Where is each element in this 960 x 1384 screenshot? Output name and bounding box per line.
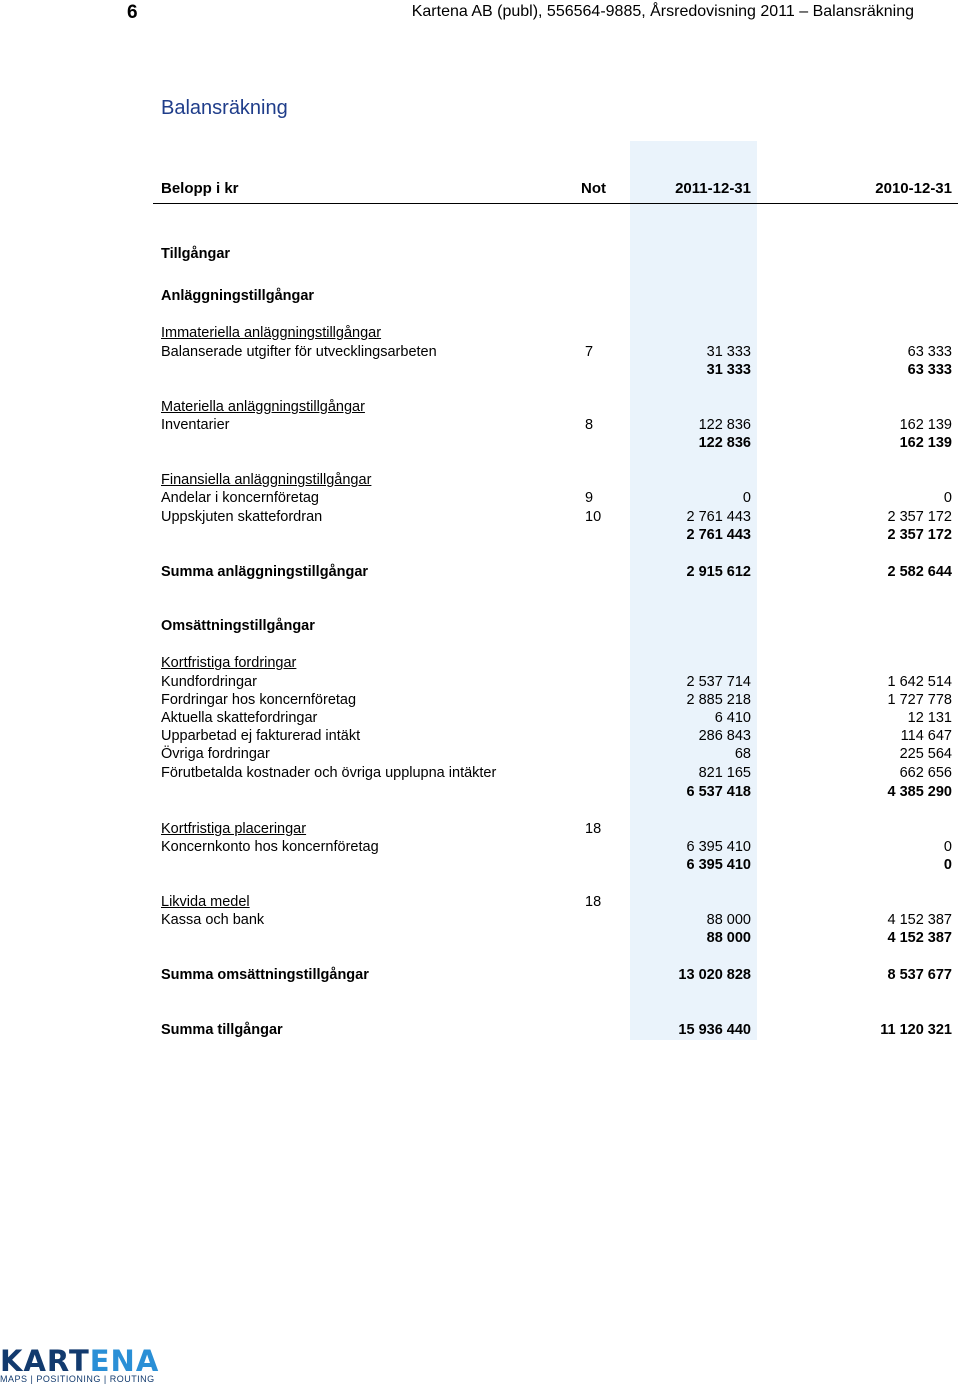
row-value-2010: 8 537 677	[887, 967, 952, 983]
table-row	[0, 966, 960, 984]
page-number: 6	[127, 2, 138, 23]
row-value-2011: 31 333	[706, 344, 751, 360]
row-value-2010: 114 647	[900, 728, 952, 744]
row-label: Fordringar hos koncernföretag	[161, 692, 357, 708]
row-value-2010: 4 152 387	[887, 930, 952, 946]
table-row	[0, 287, 960, 305]
row-value-2011: 2 915 612	[686, 564, 751, 580]
running-header: Kartena AB (publ), 556564-9885, Årsredovisning 2011 – Balansräkning	[411, 3, 914, 20]
row-value-2011: 68	[734, 746, 751, 762]
table-row	[0, 489, 960, 507]
row-label: Aktuella skattefordringar	[161, 710, 318, 726]
row-value-2010: 662 656	[899, 765, 952, 781]
row-value-2011: 0	[742, 490, 751, 506]
table-row	[0, 617, 960, 635]
row-value-2010: 4 152 387	[887, 912, 952, 928]
row-label: Förutbetalda kostnader och övriga upplupna intäkter	[161, 765, 497, 781]
row-value-2010: 162 139	[899, 417, 952, 433]
table-row	[0, 691, 960, 709]
row-note: 8	[585, 417, 594, 433]
row-value-2010: 0	[943, 857, 952, 873]
row-value-2011: 2 761 443	[686, 509, 751, 525]
table-row	[0, 783, 960, 801]
row-value-2010: 11 120 321	[880, 1022, 952, 1038]
table-row	[0, 893, 960, 911]
table-row	[0, 820, 960, 838]
row-label: Kundfordringar	[161, 674, 257, 690]
row-value-2011: 2 537 714	[686, 674, 751, 690]
table-row	[0, 526, 960, 544]
row-value-2011: 122 836	[698, 417, 751, 433]
column-header-2010: 2010-12-31	[875, 180, 952, 197]
row-label: Finansiella anläggningstillgångar	[161, 472, 372, 488]
table-row	[0, 727, 960, 745]
table-row	[0, 856, 960, 874]
header-rule	[153, 203, 958, 204]
row-value-2010: 12 131	[907, 710, 952, 726]
row-value-2011: 2 885 218	[686, 692, 751, 708]
row-label: Koncernkonto hos koncernföretag	[161, 839, 379, 855]
table-row	[0, 343, 960, 361]
row-value-2010: 0	[943, 490, 952, 506]
table-row	[0, 434, 960, 452]
logo-word-dark: KART	[0, 1344, 90, 1378]
logo-tagline: MAPS | POSITIONING | ROUTING	[0, 1374, 155, 1384]
row-note: 18	[585, 894, 602, 910]
table-row	[0, 911, 960, 929]
row-value-2010: 225 564	[899, 746, 952, 762]
row-value-2011: 6 537 418	[686, 784, 751, 800]
row-label: Balanserade utgifter för utvecklingsarbeten	[161, 344, 437, 360]
row-value-2011: 122 836	[698, 435, 751, 451]
row-label: Omsättningstillgångar	[161, 618, 315, 634]
row-note: 7	[585, 344, 594, 360]
table-row	[0, 929, 960, 947]
row-value-2010: 2 357 172	[887, 509, 952, 525]
row-value-2011: 2 761 443	[686, 527, 751, 543]
row-value-2011: 6 395 410	[686, 839, 751, 855]
row-label: Upparbetad ej fakturerad intäkt	[161, 728, 361, 744]
row-value-2011: 6 395 410	[686, 857, 751, 873]
table-row	[0, 508, 960, 526]
table-row	[0, 745, 960, 763]
row-label: Likvida medel	[161, 894, 250, 910]
row-value-2010: 2 357 172	[887, 527, 952, 543]
row-value-2010: 162 139	[899, 435, 952, 451]
table-row	[0, 471, 960, 489]
row-label: Summa tillgångar	[161, 1022, 283, 1038]
column-header-2011: 2011-12-31	[675, 180, 751, 197]
table-row	[0, 361, 960, 379]
logo-word-light: ENA	[89, 1344, 160, 1378]
row-label: Summa omsättningstillgångar	[161, 967, 369, 983]
row-value-2011: 13 020 828	[678, 967, 751, 983]
row-value-2011: 286 843	[698, 728, 751, 744]
table-row	[0, 398, 960, 416]
row-label: Andelar i koncernföretag	[161, 490, 319, 506]
row-label: Materiella anläggningstillgångar	[161, 399, 365, 415]
row-value-2010: 4 385 290	[887, 784, 952, 800]
row-label: Immateriella anläggningstillgångar	[161, 325, 382, 341]
row-value-2010: 0	[943, 839, 952, 855]
table-row	[0, 838, 960, 856]
row-label: Tillgångar	[161, 246, 231, 262]
column-header-note: Not	[581, 180, 606, 197]
row-value-2011: 31 333	[706, 362, 751, 378]
row-label: Uppskjuten skattefordran	[161, 509, 323, 525]
row-label: Kassa och bank	[161, 912, 265, 928]
row-label: Kortfristiga fordringar	[161, 655, 297, 671]
column-header-amount: Belopp i kr	[161, 180, 239, 197]
row-value-2010: 63 333	[907, 344, 952, 360]
row-note: 10	[585, 509, 602, 525]
table-row	[0, 324, 960, 342]
kartena-logo	[0, 1346, 159, 1384]
row-value-2011: 15 936 440	[678, 1022, 751, 1038]
row-value-2011: 88 000	[706, 912, 751, 928]
row-value-2010: 63 333	[907, 362, 952, 378]
page-title: Balansräkning	[161, 97, 288, 119]
row-value-2011: 821 165	[698, 765, 751, 781]
table-row	[0, 673, 960, 691]
row-label: Summa anläggningstillgångar	[161, 564, 369, 580]
table-row	[0, 764, 960, 782]
row-value-2011: 88 000	[706, 930, 751, 946]
table-row	[0, 563, 960, 581]
row-note: 18	[585, 821, 602, 837]
table-row	[0, 1021, 960, 1039]
row-value-2010: 1 642 514	[887, 674, 952, 690]
row-label: Kortfristiga placeringar	[161, 821, 307, 837]
table-row	[0, 709, 960, 727]
table-row	[0, 654, 960, 672]
table-row	[0, 245, 960, 263]
table-header-row	[0, 180, 960, 198]
row-note: 9	[585, 490, 594, 506]
row-label: Övriga fordringar	[161, 746, 270, 762]
row-label: Anläggningstillgångar	[161, 288, 315, 304]
row-value-2010: 2 582 644	[887, 564, 952, 580]
row-label: Inventarier	[161, 417, 230, 433]
row-value-2010: 1 727 778	[887, 692, 952, 708]
row-value-2011: 6 410	[714, 710, 751, 726]
table-row	[0, 416, 960, 434]
